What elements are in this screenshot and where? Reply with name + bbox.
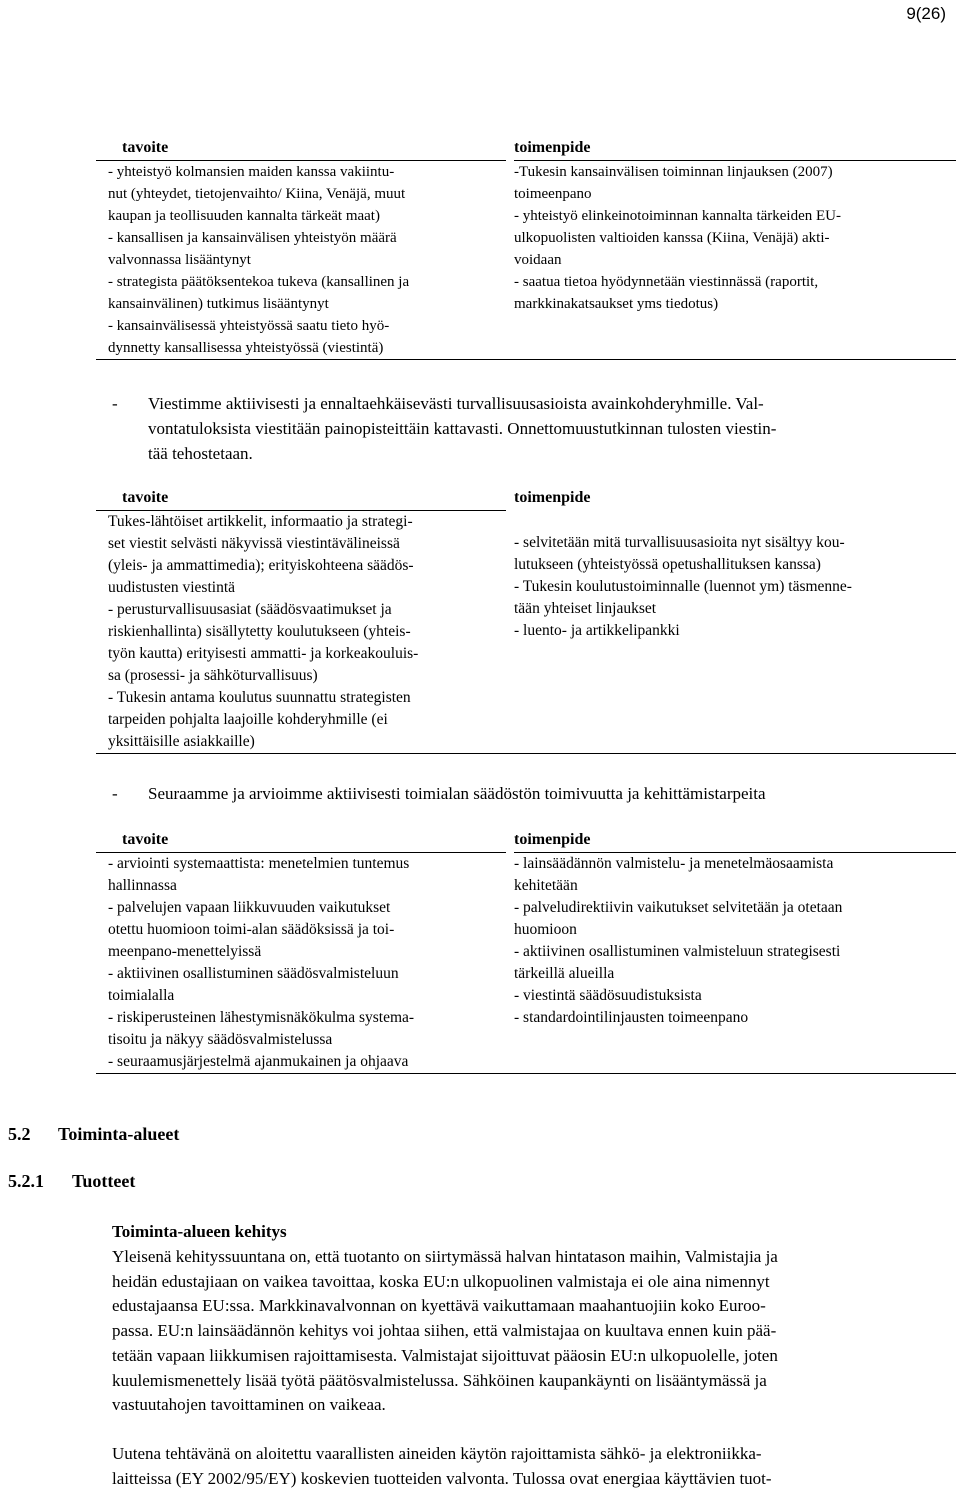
goal-line: sa (prosessi- ja sähköturvallisuus) [108,667,318,684]
action-line: voidaan [514,252,562,268]
action-line: ulkopuolisten valtioiden kanssa (Kiina, Venäjä) akti- [514,230,830,246]
section-heading-5-2-1 [8,1171,135,1192]
paragraph-line: heidän edustajiaan on vaikea tavoittaa, koska EU:n ulkopuolinen valmistaja ei ole aina nimennyt [112,1271,770,1291]
action-line: - Tukesin koulutustoiminnalle (luennot ym) täsmenne- [514,578,852,595]
action-line: tään yhteiset linjaukset [514,600,657,617]
goal-line: kaupan ja teollisuuden kannalta tärkeät maat) [108,208,380,224]
action-header [514,488,956,510]
goal-line: riskienhallinta) sisällytetty koulutukseen (yhteis- [108,623,411,640]
action-line: huomioon [514,921,577,938]
goal-line: (yleis- ja ammattimedia); erityiskohteena säädös- [108,557,414,574]
goal-line: dynnetty kansallisessa yhteistyössä (viestintä) [108,340,384,356]
goal-lines [108,853,506,1073]
action-line: - luento- ja artikkelipankki [514,622,680,639]
kehitys-section [112,1220,950,1491]
kehitys-paragraph-2 [112,1442,950,1491]
action-lines [514,161,956,315]
goal-line: set viestit selvästi näkyvissä viestintävälineissä [108,535,400,552]
paragraph-line: passa. EU:n lainsäädännön kehitys voi johtaa siihen, että valmistajaa on kuultava ennen kuin pää- [112,1321,777,1341]
bullet-text [112,391,952,466]
goal-line: työn kautta) erityisesti ammatti- ja korkeakouluis- [108,645,419,662]
goal-action-table-3 [96,830,956,1074]
bullet-line: Viestimme aktiivisesti ja ennaltaehkäisevästi turvallisuusasioista avainkohderyhmille. Val- [148,394,764,413]
paragraph-line: laitteissa (EY 2002/95/EY) koskevien tuotteiden valvonta. Tulossa ovat energiaa käyttävien tuot- [112,1468,772,1488]
action-line: - palveludirektiivin vaikutukset selvitetään ja otetaan [514,899,843,916]
goal-line: - yhteistyö kolmansien maiden kanssa vakiintu- [108,164,395,180]
page-number: 9(26) [906,4,946,23]
kehitys-paragraph-1 [112,1245,950,1418]
action-line: lutukseen (yhteistyössä opetushallituksen kanssa) [514,556,821,573]
bullet-viestinta [112,391,952,466]
paragraph-line: edustajaansa EU:ssa. Markkinavalvonnan on kyettävä vaikuttamaan maahantuojiin koko Euroo- [112,1296,766,1316]
goal-line: valvonnassa lisääntynyt [108,252,251,268]
paragraph-line: vastuutahojen tavoittaminen on vaikeaa. [112,1395,386,1415]
goal-line: - palvelujen vapaan liikkuvuuden vaikutukset [108,899,391,916]
bullet-text [112,781,952,806]
action-line: tärkeillä alueilla [514,965,615,982]
goal-line: tarpeiden pohjalta laajoille kohderyhmille (ei [108,711,388,728]
section-number: 5.2.1 [8,1171,44,1191]
goal-header [96,138,506,161]
goal-lines [108,161,506,359]
goal-header-label: tavoite [122,489,169,506]
action-line [514,510,956,532]
action-lines [514,510,956,642]
action-header-label: toimenpide [514,139,591,156]
goal-line: yksittäisille asiakkaille) [108,733,255,750]
goal-line: meenpano-menettelyissä [108,943,262,960]
goal-line: - kansallisen ja kansainvälisen yhteistyön määrä [108,230,397,246]
action-line: - viestintä säädösuudistuksista [514,987,702,1004]
action-line: - lainsäädännön valmistelu- ja menetelmäosaamista [514,855,834,872]
goal-column [96,488,506,753]
goal-line: Tukes-lähtöiset artikkelit, informaatio ja strategi- [108,513,413,530]
action-line: kehitetään [514,877,578,894]
action-header [514,138,956,161]
goal-header [96,830,506,853]
goal-line: kansainvälinen) tutkimus lisääntynyt [108,296,329,312]
goal-line: - kansainvälisessä yhteistyössä saatu tieto hyö- [108,318,390,334]
goal-header-label: tavoite [122,831,169,848]
action-lines [514,853,956,1029]
goal-column [96,138,506,359]
goal-line: - arviointi systemaattista: menetelmien tuntemus [108,855,410,872]
goal-line: tisoitu ja näkyy säädösvalmistelussa [108,1031,333,1048]
paragraph-line: Uutena tehtävänä on aloitettu vaarallisten aineiden käytön rajoittamista sähkö- ja elektroniikka- [112,1443,762,1463]
bullet-dash: - [112,394,118,413]
goal-line: - Tukesin antama koulutus suunnattu strategisten [108,689,411,706]
bullet-line: vontatuloksista viestitään painopisteittäin kattavasti. Onnettomuustutkinnan tulosten viestin- [148,419,777,438]
bullet-saadokset [112,781,952,806]
action-line: markkinakatsaukset yms tiedotus) [514,296,719,312]
goal-line: - riskiperusteinen lähestymisnäkökulma systema- [108,1009,415,1026]
goal-line: toimialalla [108,987,175,1004]
paragraph-line: tetään vapaan liikkumisen rajoittamisesta. Valmistajat sijoittuvat pääosin EU:n ulkopuolelle, joten [112,1345,778,1365]
goal-line: - perusturvallisuusasiat (säädösvaatimukset ja [108,601,392,618]
goal-line: - strategista päätöksentekoa tukeva (kansallinen ja [108,274,410,290]
action-header-label: toimenpide [514,489,591,506]
kehitys-title: Toiminta-alueen kehitys [112,1222,287,1241]
action-line: -Tukesin kansainvälisen toiminnan linjauksen (2007) [514,164,833,180]
section-title: Tuotteet [72,1171,136,1191]
paragraph-line: kuulemismenettely lisää työtä päätösvalmistelussa. Sähköinen kaupankäynti on lisääntymässä ja [112,1370,767,1390]
goal-action-table-2 [96,488,956,754]
action-line: - selvitetään mitä turvallisuusasioita nyt sisältyy kou- [514,534,845,551]
section-heading-5-2 [8,1124,179,1145]
section-number: 5.2 [8,1124,31,1144]
action-column [506,488,956,753]
action-header [514,830,956,853]
action-header-label: toimenpide [514,831,591,848]
action-column [506,830,956,1073]
goal-line: hallinnassa [108,877,177,894]
paragraph-line: Yleisenä kehityssuuntana on, että tuotanto on siirtymässä halvan hintatason maihin, Valmistajia ja [112,1247,778,1266]
action-line: - aktiivinen osallistuminen valmisteluun strategisesti [514,943,841,960]
goal-line: - seuraamusjärjestelmä ajanmukainen ja ohjaava [108,1053,409,1070]
action-column [506,138,956,359]
action-line: toimeenpano [514,186,592,202]
goal-header-label: tavoite [122,139,169,156]
action-line: - yhteistyö elinkeinotoiminnan kannalta tärkeiden EU- [514,208,841,224]
bullet-line: Seuraamme ja arvioimme aktiivisesti toimialan säädöstön toimivuutta ja kehittämistarpeita [148,784,766,803]
goal-column [96,830,506,1073]
goal-action-table-1 [96,138,956,360]
goal-line: nut (yhteydet, tietojenvaihto/ Kiina, Venäjä, muut [108,186,406,202]
goal-lines [108,511,506,753]
goal-line: - aktiivinen osallistuminen säädösvalmisteluun [108,965,399,982]
goal-line: otettu huomioon toimi-alan säädöksissä ja toi- [108,921,395,938]
bullet-dash: - [112,784,118,803]
goal-line: uudistusten viestintä [108,579,236,596]
goal-header [96,488,506,511]
section-title: Toiminta-alueet [58,1124,180,1144]
action-line: - saatua tietoa hyödynnetään viestinnässä (raportit, [514,274,819,290]
action-line: - standardointilinjausten toimeenpano [514,1009,749,1026]
bullet-line: tää tehostetaan. [148,444,253,463]
